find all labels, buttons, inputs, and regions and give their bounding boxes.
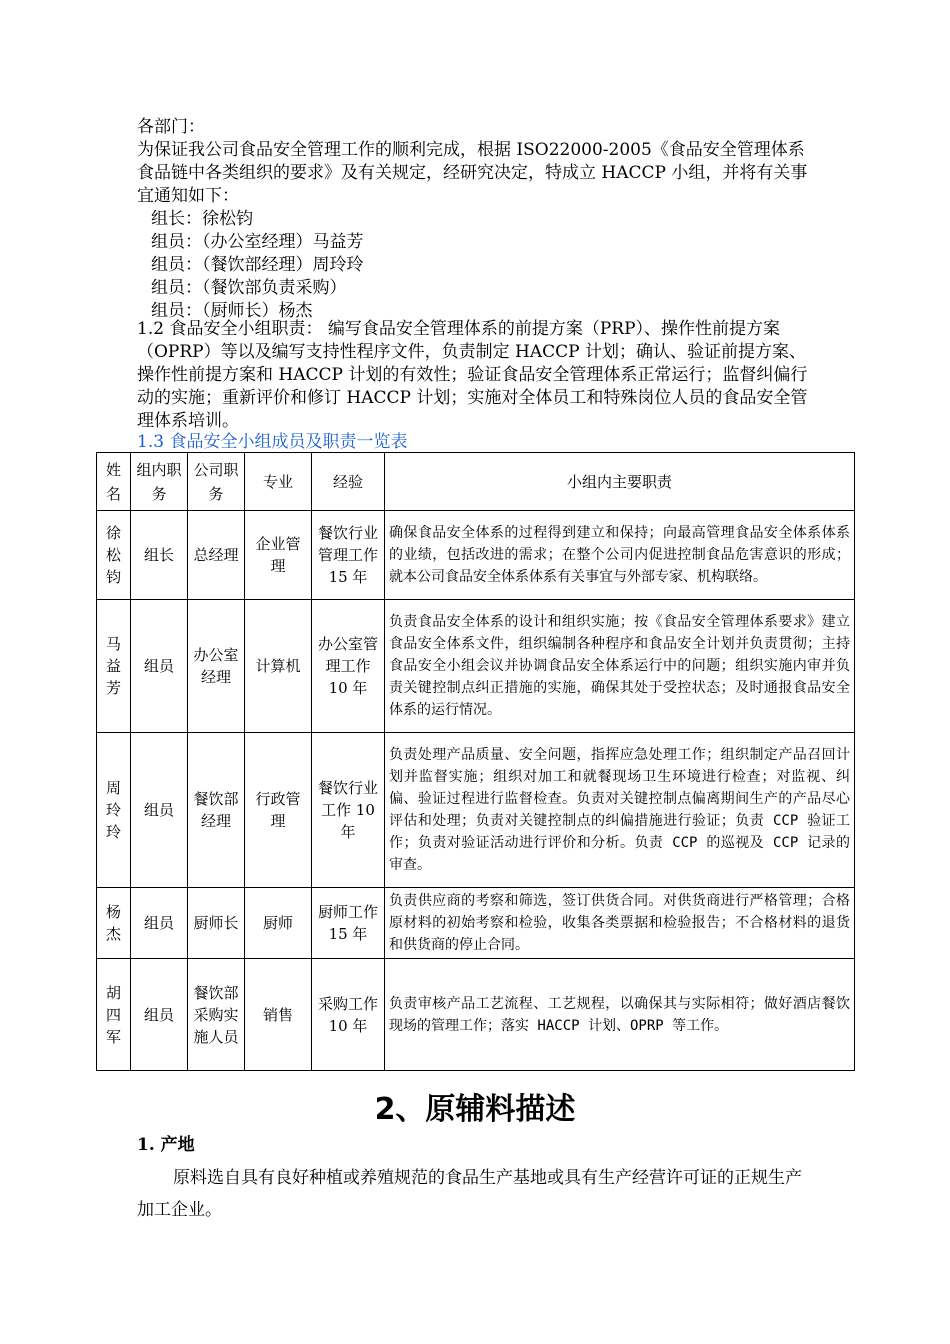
table-header-row [97, 453, 855, 511]
team-duties-paragraph: 1.2 食品安全小组职责： 编写食品安全管理体系的前提方案（PRP）、操作性前提方案（OPRP）等以及编写支持性程序文件，负责制定 HACCP 计划；确认、验证前提方案、操作性前提方案和 HACCP 计划的有效性；验证食品安全管理体系正常运行；监督纠偏行动的实施；重新评价和修订 HACCP 计划；实施对全体员工和特殊岗位人员的食品安全管理体系培训。 [137, 319, 808, 431]
cell-group-role: 组员 [131, 600, 188, 733]
table-row [97, 511, 855, 600]
cell-duty: 确保食品安全体系的过程得到建立和保持；向最高管理食品安全体系体系的业绩，包括改进的需求；在整个公司内促进控制食品危害意识的形成；就本公司食品安全体系体系有关事宜与外部专家、机构联络。 [385, 511, 855, 600]
cell-name: 周玲玲 [97, 733, 131, 888]
header-company-role: 公司职务 [188, 453, 245, 511]
header-major: 专业 [245, 453, 312, 511]
cell-major: 企业管理 [245, 511, 312, 600]
cell-group-role: 组员 [131, 733, 188, 888]
member-line: 组员：（餐饮部经理）周玲玲 [151, 255, 364, 275]
cell-duty: 负责处理产品质量、安全问题，指挥应急处理工作；组织制定产品召回计划并监督实施；组织对加工和就餐现场卫生环境进行检查；对监视、纠偏、验证过程进行监督检查。负责对关键控制点偏离期间生产的产品尽心评估和处理；负责对关键控制点的纠偏措施进行验证；负责 CCP 验证工作；负责对验证活动进行评价和分析。负责 CCP 的巡视及 CCP 记录的审查。 [385, 733, 855, 888]
cell-group-role: 组长 [131, 511, 188, 600]
table-row [97, 600, 855, 733]
cell-experience: 餐饮行业管理工作 15 年 [312, 511, 385, 600]
cell-company-role: 厨师长 [188, 888, 245, 959]
cell-group-role: 组员 [131, 959, 188, 1071]
header-group-role: 组内职务 [131, 453, 188, 511]
cell-experience: 餐饮行业工作 10 年 [312, 733, 385, 888]
sub-heading: 1. 产地 [137, 1135, 195, 1155]
cell-company-role: 总经理 [188, 511, 245, 600]
member-line: 组员：（办公室经理）马益芳 [151, 232, 364, 252]
table-title: 1.3 食品安全小组成员及职责一览表 [137, 432, 408, 452]
team-members-table [96, 452, 855, 1071]
cell-name: 马益芳 [97, 600, 131, 733]
cell-major: 销售 [245, 959, 312, 1071]
cell-major: 计算机 [245, 600, 312, 733]
notice-block [137, 116, 817, 323]
cell-company-role: 办公室经理 [188, 600, 245, 733]
section-heading: 2、原辅料描述 [374, 1092, 576, 1127]
cell-name: 杨杰 [97, 888, 131, 959]
cell-duty: 负责供应商的考察和筛选，签订供货合同。对供货商进行严格管理；合格原材料的初始考察和检验，收集各类票据和检验报告；不合格材料的退货和供货商的停止合同。 [385, 888, 855, 959]
cell-major: 厨师 [245, 888, 312, 959]
cell-experience: 采购工作 10 年 [312, 959, 385, 1071]
cell-experience: 厨师工作 15 年 [312, 888, 385, 959]
cell-company-role: 餐饮部采购实施人员 [188, 959, 245, 1071]
member-line: 组长：徐松钧 [151, 209, 253, 229]
member-line: 组员：（餐饮部负责采购） [151, 278, 347, 298]
header-duty: 小组内主要职责 [385, 453, 855, 511]
cell-major: 行政管理 [245, 733, 312, 888]
cell-company-role: 餐饮部经理 [188, 733, 245, 888]
header-name: 姓名 [97, 453, 131, 511]
table-row [97, 959, 855, 1071]
member-line: 组员：（厨师长）杨杰 [151, 301, 313, 321]
cell-duty: 负责食品安全体系的设计和组织实施；按《食品安全管理体系要求》建立食品安全体系文件，组织编制各种程序和食品安全计划并负责贯彻；主持食品安全小组会议并协调食品安全体系运行中的问题；组织实施内审并负责关键控制点纠正措施的实施，确保其处于受控状态；及时通报食品安全体系的运行情况。 [385, 600, 855, 733]
header-experience: 经验 [312, 453, 385, 511]
notice-greeting: 各部门： [137, 117, 205, 137]
cell-name: 徐松钧 [97, 511, 131, 600]
table-row [97, 888, 855, 959]
cell-group-role: 组员 [131, 888, 188, 959]
table-row [97, 733, 855, 888]
cell-duty: 负责审核产品工艺流程、工艺规程，以确保其与实际相符；做好酒店餐饮现场的管理工作；落实 HACCP 计划、OPRP 等工作。 [385, 959, 855, 1071]
cell-experience: 办公室管理工作 10 年 [312, 600, 385, 733]
section-body: 原料选自具有良好种植或养殖规范的食品生产基地或具有生产经营许可证的正规生产加工企业。 [137, 1168, 802, 1220]
cell-name: 胡四军 [97, 959, 131, 1071]
notice-paragraph: 为保证我公司食品安全管理工作的顺利完成，根据 ISO22000-2005《食品安全管理体系 食品链中各类组织的要求》及有关规定，经研究决定，特成立 HACCP 小组，并将有关事宜通知如下： [137, 140, 808, 206]
